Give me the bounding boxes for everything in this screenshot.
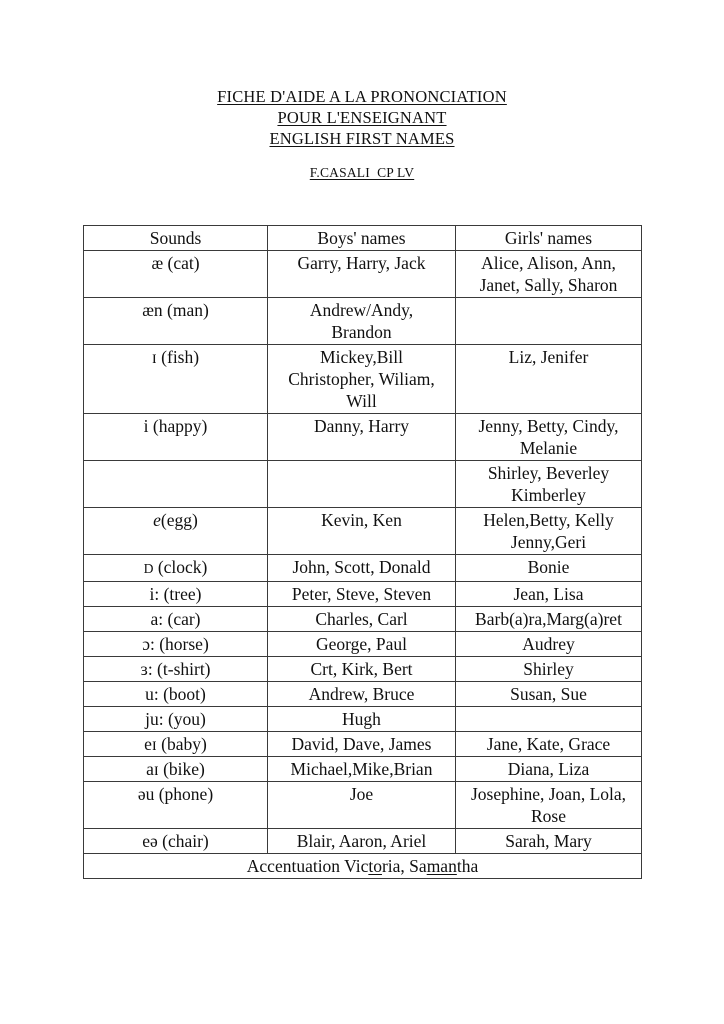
header-row (84, 226, 642, 251)
author-subtitle: F.CASALI CP LV (309, 165, 415, 180)
table-row (84, 829, 642, 854)
title-block (0, 0, 724, 181)
title-line-3: ENGLISH FIRST NAMES (269, 129, 455, 148)
table-row (84, 555, 642, 582)
table-row (84, 732, 642, 757)
boys-cell: John, Scott, Donald (268, 555, 456, 582)
sound-cell: æ (cat) (84, 251, 268, 298)
table-row (84, 298, 642, 345)
boys-cell: Kevin, Ken (268, 508, 456, 555)
table-row (84, 251, 642, 298)
table-row (84, 657, 642, 682)
boys-cell: Charles, Carl (268, 607, 456, 632)
girls-cell: Josephine, Joan, Lola, Rose (456, 782, 642, 829)
boys-cell: Danny, Harry (268, 414, 456, 461)
sound-cell: ɜ: (t-shirt) (84, 657, 268, 682)
sound-cell: əu (phone) (84, 782, 268, 829)
sound-cell: aɪ (bike) (84, 757, 268, 782)
sound-cell: u: (boot) (84, 682, 268, 707)
girls-cell: Shirley (456, 657, 642, 682)
boys-cell: Hugh (268, 707, 456, 732)
table-row (84, 582, 642, 607)
girls-cell (456, 298, 642, 345)
boys-cell: Mickey,Bill Christopher, Wiliam, Will (268, 345, 456, 414)
boys-cell: Garry, Harry, Jack (268, 251, 456, 298)
boys-cell: Crt, Kirk, Bert (268, 657, 456, 682)
boys-cell: Blair, Aaron, Ariel (268, 829, 456, 854)
table-row (84, 414, 642, 461)
sound-cell: eɪ (baby) (84, 732, 268, 757)
girls-cell: Barb(a)ra,Marg(a)ret (456, 607, 642, 632)
sound-cell: eə (chair) (84, 829, 268, 854)
girls-cell: Shirley, Beverley Kimberley (456, 461, 642, 508)
header-girls-names: Girls' names (456, 226, 642, 251)
boys-cell: Michael,Mike,Brian (268, 757, 456, 782)
header-sounds: Sounds (84, 226, 268, 251)
table-row (84, 508, 642, 555)
boys-cell: Joe (268, 782, 456, 829)
table-row (84, 757, 642, 782)
table-row (84, 682, 642, 707)
table-row (84, 461, 642, 508)
accentuation-row (84, 854, 642, 879)
girls-cell: Liz, Jenifer (456, 345, 642, 414)
girls-cell: Helen,Betty, Kelly Jenny,Geri (456, 508, 642, 555)
accentuation-cell: Accentuation Victoria, Samantha (84, 854, 642, 879)
sound-cell: a: (car) (84, 607, 268, 632)
title-line-1: FICHE D'AIDE A LA PRONONCIATION (217, 87, 507, 106)
table-row (84, 782, 642, 829)
girls-cell (456, 707, 642, 732)
sound-cell: ɪ (fish) (84, 345, 268, 414)
girls-cell: Bonie (456, 555, 642, 582)
girls-cell: Jean, Lisa (456, 582, 642, 607)
girls-cell: Sarah, Mary (456, 829, 642, 854)
table-row (84, 345, 642, 414)
sound-cell: i: (tree) (84, 582, 268, 607)
girls-cell: Susan, Sue (456, 682, 642, 707)
sound-cell (84, 461, 268, 508)
table-row (84, 607, 642, 632)
sound-cell: e(egg) (84, 508, 268, 555)
girls-cell: Jane, Kate, Grace (456, 732, 642, 757)
table-body (84, 251, 642, 879)
boys-cell: David, Dave, James (268, 732, 456, 757)
sound-cell: ju: (you) (84, 707, 268, 732)
boys-cell (268, 461, 456, 508)
girls-cell: Audrey (456, 632, 642, 657)
table-row (84, 632, 642, 657)
girls-cell: Diana, Liza (456, 757, 642, 782)
sound-cell: ɔ: (horse) (84, 632, 268, 657)
table-row (84, 707, 642, 732)
girls-cell: Jenny, Betty, Cindy, Melanie (456, 414, 642, 461)
header-boys-names: Boys' names (268, 226, 456, 251)
sound-cell: i (happy) (84, 414, 268, 461)
boys-cell: Andrew/Andy, Brandon (268, 298, 456, 345)
pronunciation-table (83, 225, 642, 879)
boys-cell: Peter, Steve, Steven (268, 582, 456, 607)
sound-cell: D (clock) (84, 555, 268, 582)
title-line-2: POUR L'ENSEIGNANT (277, 108, 447, 127)
boys-cell: Andrew, Bruce (268, 682, 456, 707)
boys-cell: George, Paul (268, 632, 456, 657)
girls-cell: Alice, Alison, Ann, Janet, Sally, Sharon (456, 251, 642, 298)
sound-cell: æn (man) (84, 298, 268, 345)
